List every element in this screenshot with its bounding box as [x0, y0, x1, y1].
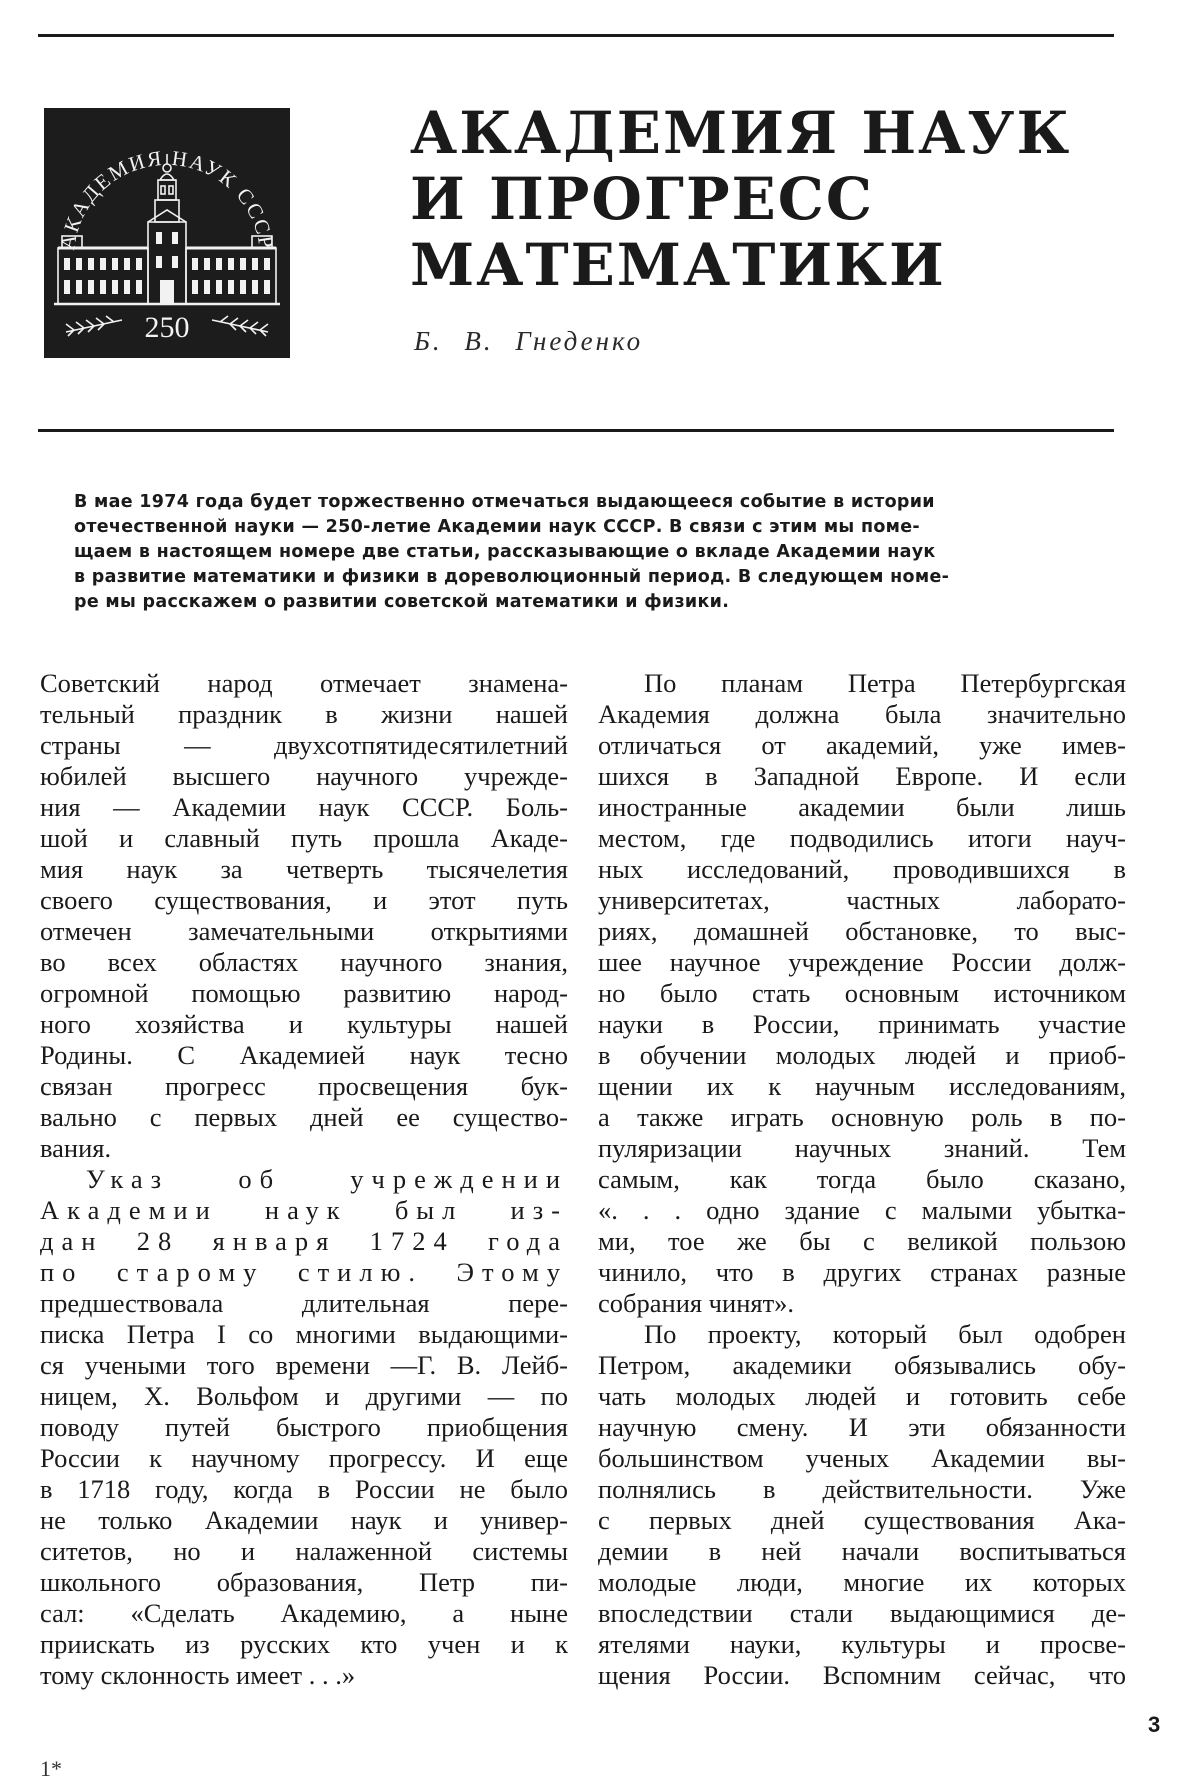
text-line: мия наук за четверть тысячелетия — [40, 854, 568, 884]
text-line: щения России. Вспомним сейчас, что — [598, 1660, 1126, 1690]
text-line: демии в ней начали воспитываться — [598, 1536, 1126, 1566]
text-line: отличаться от академий, уже имев- — [598, 730, 1126, 760]
laurel-right-icon — [212, 316, 268, 336]
text-line: По проекту, который был одобрен — [644, 1319, 1126, 1349]
text-line: по старому стилю. Этому — [40, 1257, 568, 1287]
text-line: тельный праздник в жизни нашей — [40, 699, 568, 729]
text-line: России к научному прогрессу. И еще — [40, 1443, 568, 1473]
text-line: в 1718 году, когда в России не было — [40, 1474, 568, 1504]
title-line-3: МАТЕМАТИКИ — [410, 231, 946, 299]
title-line-2: И ПРОГРЕСС — [410, 165, 875, 233]
text-line: Указ об учреждении — [86, 1164, 568, 1194]
text-line: Родины. С Академией наук тесно — [40, 1040, 568, 1070]
text-line: в обучении молодых людей и приоб- — [598, 1040, 1126, 1070]
intro-line: В мае 1974 года будет торжественно отмечаться выдающееся событие в истории — [74, 492, 935, 512]
text-line: Советский народ отмечает знамена- — [40, 668, 568, 698]
text-line: молодые люди, многие их которых — [598, 1567, 1126, 1597]
text-line: ния — Академии наук СССР. Боль- — [40, 792, 568, 822]
building-windows — [64, 232, 270, 304]
text-line: собрания чинят». — [598, 1288, 795, 1318]
text-line: «. . . одно здание с малыми убытка- — [598, 1195, 1126, 1225]
text-line: ных исследований, проводившихся в — [598, 854, 1126, 884]
body-column-right — [598, 668, 1126, 1691]
top-rule — [38, 34, 1114, 37]
text-line: огромной помощью развитию народ- — [40, 978, 568, 1008]
text-line: Академия должна была значительно — [598, 699, 1126, 729]
text-line: чинило, что в других странах разные — [598, 1257, 1126, 1287]
text-line: своего существования, и этот путь — [40, 885, 568, 915]
text-line: ятелями науки, культуры и просве- — [598, 1629, 1126, 1659]
text-line: полнялись в действительности. Уже — [598, 1474, 1126, 1504]
text-line: щении их к научным исследованиям, — [598, 1071, 1126, 1101]
text-line: с первых дней существования Ака- — [598, 1505, 1126, 1535]
text-line: ми, тое же бы с великой пользою — [598, 1226, 1126, 1256]
text-line: университетах, частных лаборато- — [598, 885, 1126, 915]
text-line: пуляризации научных знаний. Тем — [598, 1133, 1126, 1163]
text-line: шихся в Западной Европе. И если — [598, 761, 1126, 791]
text-line: предшествовала длительная пере- — [40, 1288, 568, 1318]
academy-emblem — [44, 108, 290, 358]
text-line: юбилей высшего научного учрежде- — [40, 761, 568, 791]
text-line: большинством ученых Академии вы- — [598, 1443, 1126, 1473]
intro-line: ре мы расскажем о развитии советской математики и физики. — [74, 592, 730, 612]
text-line: местом, где подводились итоги науч- — [598, 823, 1126, 853]
text-line: науки в России, принимать участие — [598, 1009, 1126, 1039]
text-line: не только Академии наук и универ- — [40, 1505, 568, 1535]
text-line: приискать из русских кто учен и к — [40, 1629, 568, 1659]
intro-line: щаем в настоящем номере две статьи, рассказывающие о вкладе Академии наук — [74, 542, 936, 562]
text-line: отмечен замечательными открытиями — [40, 916, 568, 946]
intro-line: в развитие математики и физики в дореволюционный период. В следующем номе- — [74, 567, 950, 587]
laurel-left-icon — [66, 316, 122, 336]
text-line: школьного образования, Петр пи- — [40, 1567, 568, 1597]
text-line: ницем, Х. Вольфом и другими — по — [40, 1381, 568, 1411]
text-line: тому склонность имеет . . .» — [40, 1660, 356, 1690]
text-line: По планам Петра Петербургская — [644, 668, 1126, 698]
text-line: вально с первых дней ее существо- — [40, 1102, 568, 1132]
text-line: дан 28 января 1724 года — [40, 1226, 568, 1256]
text-line: страны — двухсотпятидесятилетний — [40, 730, 568, 760]
header-divider — [38, 429, 1114, 432]
text-line: ся учеными того времени —Г. В. Лейб- — [40, 1350, 568, 1380]
text-line: а также играть основную роль в по- — [598, 1102, 1126, 1132]
text-line: научную смену. И эти обязанности — [598, 1412, 1126, 1442]
text-line: самым, как тогда было сказано, — [598, 1164, 1126, 1194]
text-line: ного хозяйства и культуры нашей — [40, 1009, 568, 1039]
text-line: чать молодых людей и готовить себе — [598, 1381, 1126, 1411]
text-line: Академии наук был из- — [40, 1195, 568, 1225]
text-line: писка Петра I со многими выдающими- — [40, 1319, 568, 1349]
text-line: но было стать основным источником — [598, 978, 1126, 1008]
text-line: сал: «Сделать Академию, а ныне — [40, 1598, 568, 1628]
text-line: ситетов, но и налаженной системы — [40, 1536, 568, 1566]
text-line: Петром, академики обязывались обу- — [598, 1350, 1126, 1380]
text-line: связан прогресс просвещения бук- — [40, 1071, 568, 1101]
emblem-arc-text: АКАДЕМИЯ НАУК СССР — [55, 145, 279, 252]
title-line-1: АКАДЕМИЯ НАУК — [410, 99, 1072, 167]
text-line: шее научное учреждение России долж- — [598, 947, 1126, 977]
editorial-intro — [74, 490, 1082, 615]
page-number: 3 — [1148, 1712, 1161, 1737]
signature-mark: 1* — [40, 1756, 62, 1781]
intro-line: отечественной науки — 250-летие Академии наук СССР. В связи с этим мы поме- — [74, 517, 920, 537]
text-line: во всех областях научного знания, — [40, 947, 568, 977]
text-line: поводу путей быстрого приобщения — [40, 1412, 568, 1442]
text-line: иностранные академии были лишь — [598, 792, 1126, 822]
author-name: Б. В. Гнеденко — [414, 326, 644, 356]
text-line: шой и славный путь прошла Акаде- — [40, 823, 568, 853]
text-line: риях, домашней обстановке, то выс- — [598, 916, 1126, 946]
article-title — [410, 100, 1071, 298]
text-line: вания. — [40, 1133, 112, 1163]
text-line: впоследствии стали выдающимися де- — [598, 1598, 1126, 1628]
academy-emblem-graphic — [44, 108, 290, 358]
body-column-left — [40, 668, 568, 1691]
emblem-number: 250 — [144, 311, 190, 344]
